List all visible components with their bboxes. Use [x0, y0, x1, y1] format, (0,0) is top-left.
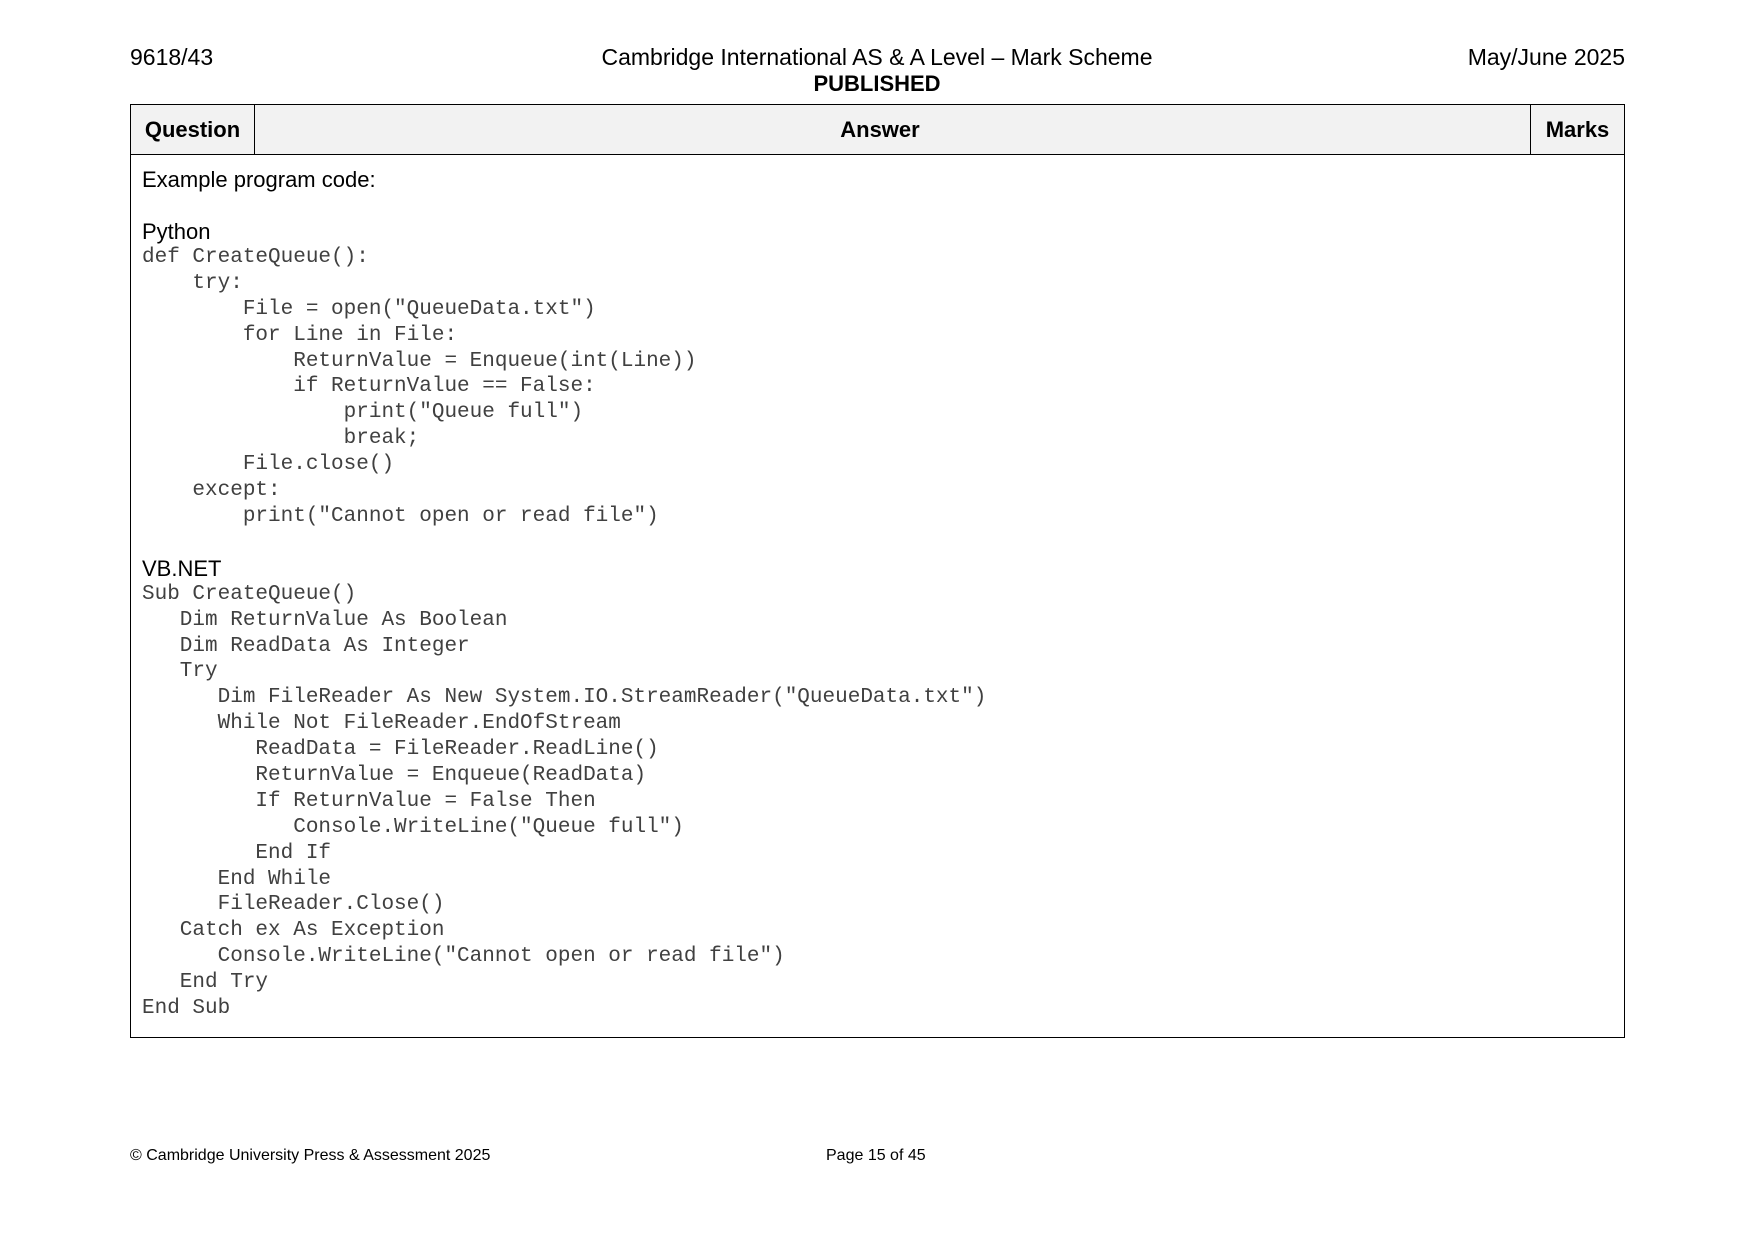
code-line: End If: [142, 841, 332, 865]
copyright-notice: © Cambridge University Press & Assessment 2025: [130, 1147, 491, 1164]
document-title: Cambridge International AS & A Level – Mark Scheme: [601, 44, 1153, 70]
code-line: except:: [142, 479, 281, 503]
python-code-block: [142, 245, 1612, 530]
code-line: Sub CreateQueue(): [142, 582, 357, 606]
paper-code: 9618/43: [130, 44, 214, 70]
code-line: End While: [142, 867, 332, 891]
code-line: Console.WriteLine("Cannot open or read file"): [142, 945, 785, 969]
code-line: ReturnValue = Enqueue(int(Line)): [142, 349, 697, 373]
exam-session: May/June 2025: [1467, 44, 1625, 70]
code-line: FileReader.Close(): [142, 893, 445, 917]
code-line: for Line in File:: [142, 323, 458, 347]
intro-text: Example program code:: [142, 167, 376, 192]
code-line: End Sub: [142, 997, 231, 1021]
code-line: File = open("QueueData.txt"): [142, 297, 596, 321]
code-line: try:: [142, 271, 243, 295]
table-header-row: [131, 105, 1624, 155]
vbnet-heading: VB.NET: [142, 555, 222, 581]
python-heading: Python: [142, 219, 211, 244]
column-header-answer: Answer: [840, 117, 920, 142]
column-header-question: Question: [131, 105, 255, 154]
code-line: Dim ReturnValue As Boolean: [142, 608, 508, 632]
page-number: Page 15 of 45: [826, 1147, 926, 1164]
code-line: print("Cannot open or read file"): [142, 504, 659, 528]
code-line: ReturnValue = Enqueue(ReadData): [142, 764, 647, 788]
code-line: Try: [142, 660, 218, 684]
code-line: Catch ex As Exception: [142, 919, 445, 943]
mark-scheme-table: [130, 104, 1625, 1038]
code-line: Dim ReadData As Integer: [142, 634, 470, 658]
status-label: PUBLISHED: [813, 71, 941, 96]
code-line: if ReturnValue == False:: [142, 375, 596, 399]
column-header-marks: Marks: [1530, 105, 1624, 154]
code-line: ReadData = FileReader.ReadLine(): [142, 738, 659, 762]
code-line: break;: [142, 427, 420, 451]
code-line: def CreateQueue():: [142, 246, 369, 269]
code-line: End Try: [142, 971, 269, 995]
code-line: While Not FileReader.EndOfStream: [142, 712, 621, 736]
code-line: File.close(): [142, 453, 395, 477]
answer-cell: [142, 167, 1612, 1022]
code-line: Dim FileReader As New System.IO.StreamReader("QueueData.txt"): [142, 686, 987, 710]
vbnet-code-block: [142, 582, 1612, 1022]
code-line: Console.WriteLine("Queue full"): [142, 815, 684, 839]
code-line: If ReturnValue = False Then: [142, 789, 596, 813]
code-line: print("Queue full"): [142, 401, 584, 425]
